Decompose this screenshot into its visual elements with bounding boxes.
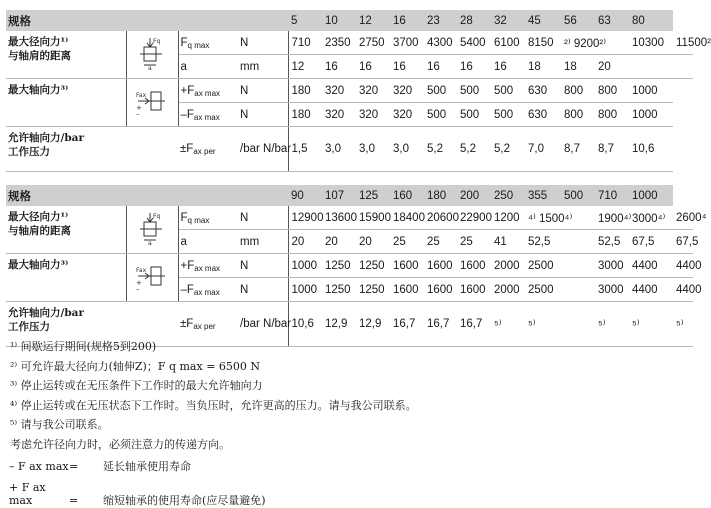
value-cell: 1600: [390, 278, 424, 302]
value-cell: 12900: [288, 206, 322, 230]
value-cell: 20600: [424, 206, 457, 230]
value-cell: 630: [525, 103, 561, 127]
value-cell: 1600: [457, 278, 491, 302]
table-row: [6, 206, 693, 230]
value-cell: 2000: [491, 254, 525, 278]
unit-cell: mm: [238, 230, 288, 254]
value-cell: 5,2: [424, 127, 457, 172]
value-cell: 52,5: [595, 230, 629, 254]
value-cell: 10,6: [629, 127, 673, 172]
value-cell: 20: [288, 230, 322, 254]
value-cell: 41: [491, 230, 525, 254]
size-cell: 250: [491, 185, 525, 206]
value-cell: 4400: [629, 278, 673, 302]
svg-text:–: –: [136, 285, 140, 293]
footnote: ¹⁾ 间歇运行期间(规格5到200): [10, 340, 157, 353]
size-cell: 32: [491, 10, 525, 31]
value-cell: 3000⁴⁾: [629, 206, 673, 230]
footnotes: [10, 337, 417, 454]
value-cell: 500: [424, 103, 457, 127]
value-cell: 12,9: [322, 302, 356, 347]
unit-cell: N: [238, 103, 288, 127]
footnote: 考虑允许径向力时，必须注意力的传递方向。: [10, 437, 230, 451]
svg-text:–: –: [136, 110, 140, 118]
legend-row: [9, 458, 191, 474]
axial-force-label: 最大轴向力³⁾: [6, 254, 126, 302]
value-cell: 2000: [491, 278, 525, 302]
svg-text:Fq: Fq: [153, 213, 161, 220]
value-cell: 3,0: [356, 127, 390, 172]
size-cell: 45: [525, 10, 561, 31]
size-cell: 56: [561, 10, 595, 31]
top-cutoff-text: [0, 0, 80, 6]
value-cell: 1600: [457, 254, 491, 278]
value-cell: 3000: [595, 254, 629, 278]
value-cell: 3700: [390, 31, 424, 55]
footnote: ⁵⁾ 请与我公司联系。: [10, 418, 109, 431]
radial-force-label: 最大径向力¹⁾ 与轴肩的距离: [6, 31, 126, 79]
value-cell: 1250: [356, 254, 390, 278]
size-cell: 355: [525, 185, 561, 206]
value-cell: 1250: [322, 278, 356, 302]
value-cell: 10,6: [288, 302, 322, 347]
value-cell: 20: [356, 230, 390, 254]
value-cell: 5400: [457, 31, 491, 55]
value-cell: 800: [595, 103, 629, 127]
footnote: ³⁾ 停止运转或在无压条件下工作时的最大允许轴向力: [10, 379, 263, 392]
value-cell: 1250: [322, 254, 356, 278]
svg-text:a: a: [148, 240, 152, 247]
value-cell: 25: [390, 230, 424, 254]
value-cell: 67,5: [673, 230, 693, 254]
size-cell: 63: [595, 10, 629, 31]
value-cell: 52,5: [525, 230, 595, 254]
value-cell: 16,7: [424, 302, 457, 347]
radial-force-label: 最大径向力¹⁾ 与轴肩的距离: [6, 206, 126, 254]
value-cell: ⁵⁾: [673, 302, 693, 347]
symbol-cell: Fq max: [178, 31, 238, 55]
size-cell: 180: [424, 185, 457, 206]
value-cell: 500: [491, 103, 525, 127]
value-cell: 320: [390, 79, 424, 103]
unit-cell: N: [238, 206, 288, 230]
value-cell: 500: [457, 103, 491, 127]
value-cell: 1900⁴⁾: [595, 206, 629, 230]
value-cell: 500: [491, 79, 525, 103]
value-cell: 1000: [288, 254, 322, 278]
spec-table-2: [6, 185, 707, 347]
value-cell: 7,0: [525, 127, 561, 172]
size-cell: 28: [457, 10, 491, 31]
table-header-row: [6, 10, 693, 31]
value-cell: 320: [356, 79, 390, 103]
value-cell: 320: [322, 103, 356, 127]
table-row: [6, 79, 693, 103]
value-cell: 320: [322, 79, 356, 103]
value-cell: 2350: [322, 31, 356, 55]
footnote: ⁴⁾ 停止运转或在无压状态下工作时。当负压时，允许更高的压力。请与我公司联系。: [10, 398, 417, 412]
unit-cell: N: [238, 278, 288, 302]
svg-text:Fq: Fq: [153, 38, 161, 45]
size-cell: 125: [356, 185, 390, 206]
value-cell: 8150: [525, 31, 561, 55]
svg-text:+: +: [136, 279, 142, 287]
size-cell: 1000: [629, 185, 673, 206]
symbol-cell: –Fax max: [178, 278, 238, 302]
value-cell: 16: [491, 55, 525, 79]
value-cell: 25: [424, 230, 457, 254]
value-cell: 800: [561, 79, 595, 103]
size-cell: 16: [390, 10, 424, 31]
value-cell: 15900: [356, 206, 390, 230]
value-cell: ⁵⁾: [595, 302, 629, 347]
symbol-cell: ±Fax per: [178, 127, 238, 172]
size-cell: 710: [595, 185, 629, 206]
value-cell: [673, 55, 693, 79]
symbol-cell: +Fax max: [178, 254, 238, 278]
value-cell: 10300: [629, 31, 673, 55]
value-cell: 180: [288, 103, 322, 127]
value-cell: 1000: [629, 103, 673, 127]
value-cell: 18400: [390, 206, 424, 230]
axial-force-diagram-icon: [126, 254, 178, 302]
symbol-cell: +Fax max: [178, 79, 238, 103]
value-cell: 1200: [491, 206, 525, 230]
value-cell: 16,7: [457, 302, 491, 347]
pressure-label: 允许轴向力/bar 工作压力: [6, 127, 178, 172]
value-cell: 2500: [525, 278, 595, 302]
size-cell: 90: [288, 185, 322, 206]
value-cell: 4300: [424, 31, 457, 55]
value-cell: 3,0: [322, 127, 356, 172]
value-cell: 16: [322, 55, 356, 79]
value-cell: 4400: [673, 254, 693, 278]
value-cell: 3,0: [390, 127, 424, 172]
svg-text:a: a: [148, 65, 152, 72]
value-cell: 800: [561, 103, 595, 127]
legend-key: + F ax max: [9, 481, 46, 507]
size-cell: 107: [322, 185, 356, 206]
legend-row: [9, 481, 266, 508]
value-cell: 8,7: [595, 127, 629, 172]
value-cell: 16: [356, 55, 390, 79]
symbol-cell: a: [178, 230, 238, 254]
value-cell: 18: [525, 55, 561, 79]
unit-cell: mm: [238, 55, 288, 79]
size-cell: 12: [356, 10, 390, 31]
value-cell: 12: [288, 55, 322, 79]
value-cell: 320: [390, 103, 424, 127]
legend-text: 延长轴承使用寿命: [103, 460, 191, 473]
axial-force-diagram-icon: [126, 79, 178, 127]
symbol-cell: –Fax max: [178, 103, 238, 127]
table-row: [6, 127, 693, 172]
unit-cell: /bar N/bar: [238, 302, 288, 347]
value-cell: 1,5: [288, 127, 322, 172]
value-cell: 13600: [322, 206, 356, 230]
legend-key: – F ax max: [9, 460, 69, 473]
svg-text:+: +: [136, 104, 142, 112]
value-cell: ²⁾ 9200²⁾: [561, 31, 629, 55]
value-cell: 4400: [629, 254, 673, 278]
value-cell: 67,5: [629, 230, 673, 254]
axial-force-label: 最大轴向力³⁾: [6, 79, 126, 127]
size-cell: 160: [390, 185, 424, 206]
value-cell: 1250: [356, 278, 390, 302]
size-cell: 200: [457, 185, 491, 206]
size-cell: 5: [288, 10, 322, 31]
value-cell: 16: [390, 55, 424, 79]
value-cell: 22900: [457, 206, 491, 230]
value-cell: ⁵⁾: [629, 302, 673, 347]
unit-cell: N: [238, 254, 288, 278]
svg-text:Fax: Fax: [136, 92, 147, 99]
table-row: [6, 254, 693, 278]
value-cell: 710: [288, 31, 322, 55]
table-header-row: [6, 185, 693, 206]
legend-equals: =: [69, 460, 79, 473]
size-header-label: 规格: [6, 10, 288, 31]
radial-force-diagram-icon: [126, 31, 178, 79]
legend-equals: =: [69, 494, 79, 507]
value-cell: 12,9: [356, 302, 390, 347]
value-cell: 2750: [356, 31, 390, 55]
value-cell: 16,7: [390, 302, 424, 347]
svg-text:Fax: Fax: [136, 267, 147, 274]
value-cell: 18: [561, 55, 595, 79]
table-row: [6, 31, 693, 55]
value-cell: 6100: [491, 31, 525, 55]
footnote: ²⁾ 可允许最大径向力(轴伸Z)；F q max = 6500 N: [10, 359, 261, 373]
value-cell: 180: [288, 79, 322, 103]
value-cell: 20: [322, 230, 356, 254]
value-cell: 11500²: [673, 31, 693, 55]
pressure-label: 允许轴向力/bar 工作压力: [6, 302, 178, 347]
value-cell: 1600: [390, 254, 424, 278]
size-cell: 10: [322, 10, 356, 31]
value-cell: ⁵⁾: [491, 302, 525, 347]
value-cell: 2600⁴: [673, 206, 693, 230]
value-cell: 1600: [424, 254, 457, 278]
value-cell: 20: [595, 55, 629, 79]
value-cell: 800: [595, 79, 629, 103]
spec-table-1: [6, 10, 711, 172]
symbol-cell: a: [178, 55, 238, 79]
unit-cell: /bar N/bar: [238, 127, 288, 172]
value-cell: 2500: [525, 254, 595, 278]
symbol-cell: ±Fax per: [178, 302, 238, 347]
unit-cell: N: [238, 31, 288, 55]
unit-cell: N: [238, 79, 288, 103]
value-cell: 1000: [629, 79, 673, 103]
value-cell: 630: [525, 79, 561, 103]
value-cell: [629, 55, 673, 79]
value-cell: ⁴⁾ 1500⁴⁾: [525, 206, 595, 230]
value-cell: 500: [457, 79, 491, 103]
radial-force-diagram-icon: [126, 206, 178, 254]
size-cell: 500: [561, 185, 595, 206]
value-cell: 320: [356, 103, 390, 127]
value-cell: 5,2: [491, 127, 525, 172]
value-cell: 1000: [288, 278, 322, 302]
value-cell: ⁵⁾: [525, 302, 595, 347]
value-cell: 1600: [424, 278, 457, 302]
value-cell: 16: [457, 55, 491, 79]
value-cell: 25: [457, 230, 491, 254]
value-cell: 500: [424, 79, 457, 103]
symbol-cell: Fq max: [178, 206, 238, 230]
value-cell: 4400: [673, 278, 693, 302]
size-header-label: 规格: [6, 185, 288, 206]
value-cell: 3000: [595, 278, 629, 302]
value-cell: 5,2: [457, 127, 491, 172]
legend-text: 缩短轴承的使用寿命(应尽量避免): [103, 494, 266, 507]
size-cell: 80: [629, 10, 673, 31]
value-cell: 8,7: [561, 127, 595, 172]
size-cell: 23: [424, 10, 457, 31]
value-cell: 16: [424, 55, 457, 79]
